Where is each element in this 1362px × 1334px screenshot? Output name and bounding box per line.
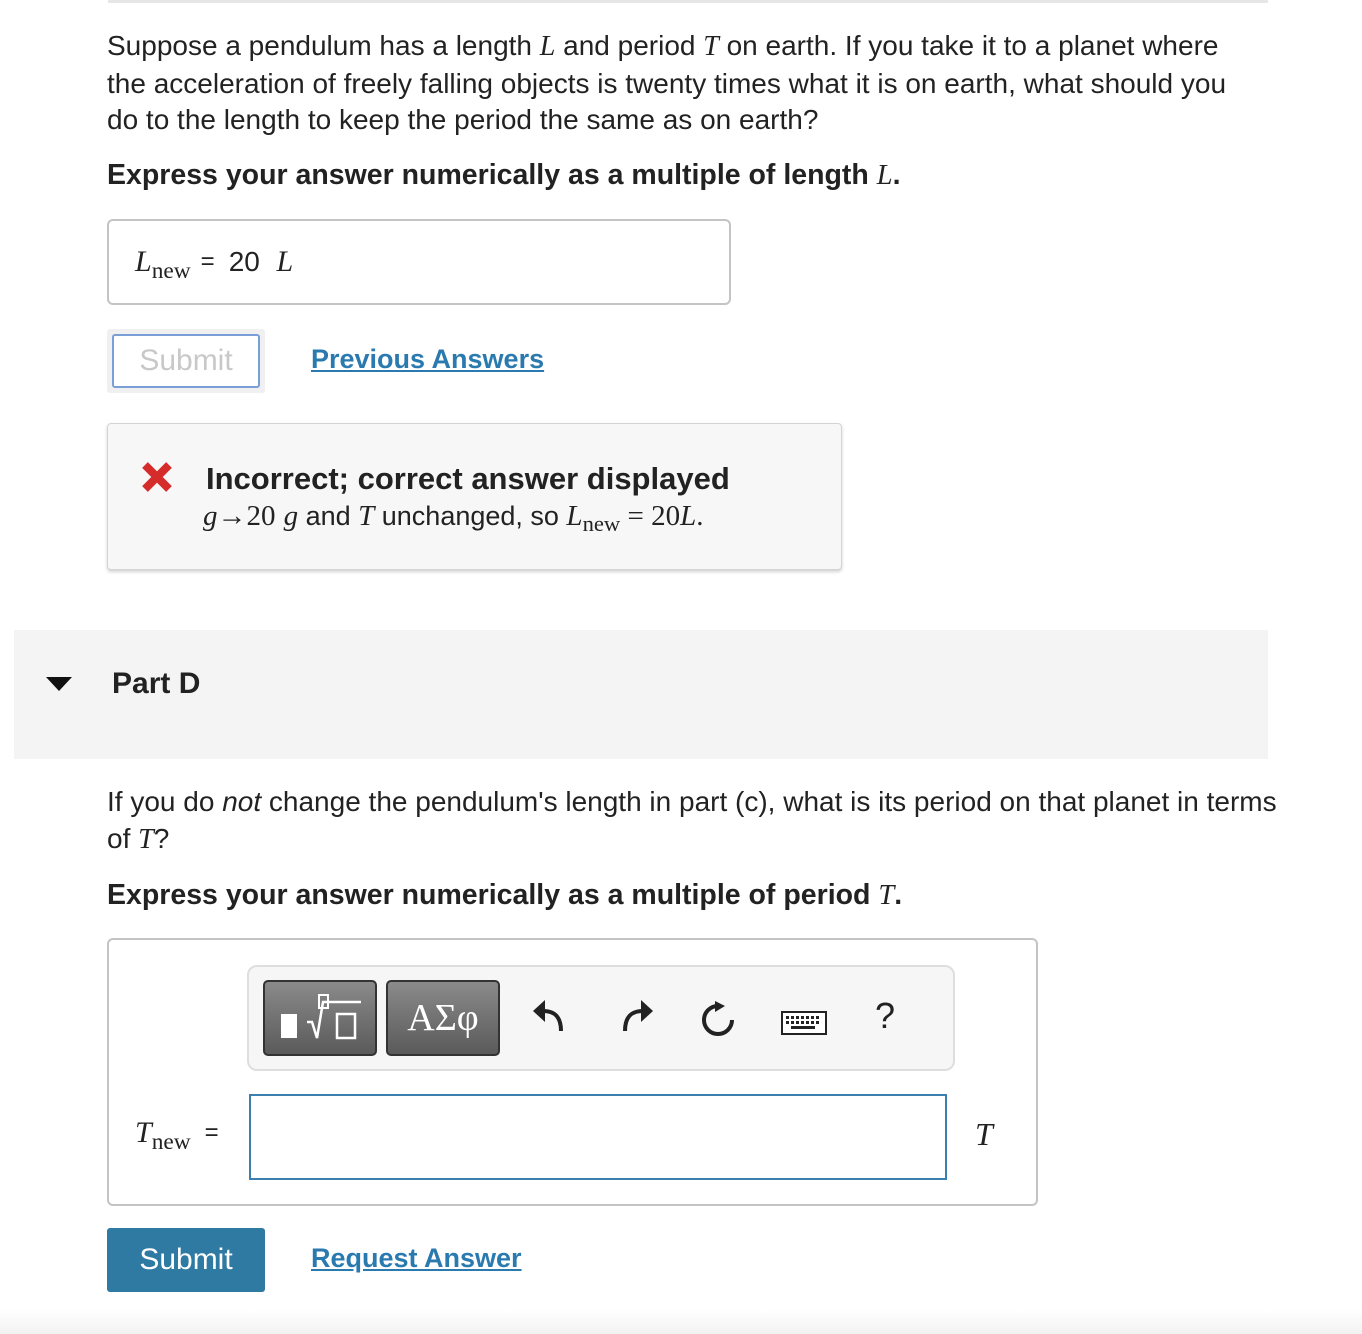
part-d-answer-box — [107, 938, 1038, 1206]
question-text: Suppose a pendulum has a length — [107, 30, 540, 61]
subscript: new — [582, 511, 621, 537]
equals-sign: = — [200, 248, 215, 275]
var-g: g — [283, 500, 299, 532]
part-c-instruction — [107, 159, 901, 192]
instruction-end: . — [892, 159, 901, 191]
undo-icon[interactable] — [531, 997, 565, 1033]
part-d-answer-input[interactable] — [249, 1094, 947, 1180]
part-d-submit-button[interactable]: Submit — [107, 1228, 265, 1292]
answer-var: T — [135, 1116, 152, 1149]
part-c-submit-wrap — [107, 329, 265, 393]
question-emphasis: not — [222, 786, 262, 817]
incorrect-x-icon — [140, 460, 174, 494]
part-c-answer-box — [107, 219, 731, 305]
part-c-question — [107, 28, 1247, 139]
reset-icon[interactable] — [699, 1001, 737, 1039]
instruction-text: Express your answer numerically as a multiple of period — [107, 879, 879, 911]
feedback-explanation — [203, 500, 704, 537]
answer-value: 20 — [228, 246, 260, 277]
answer-subscript: new — [151, 257, 191, 284]
period: . — [696, 500, 704, 532]
answer-var: L — [135, 245, 152, 278]
var-T: T — [358, 500, 375, 532]
var-L: L — [566, 500, 583, 532]
var-T: T — [703, 31, 719, 62]
coefficient: 20 — [246, 500, 276, 532]
part-d-answer-label — [135, 1116, 233, 1155]
var-L: L — [539, 31, 556, 62]
symbols-button[interactable]: ΑΣφ — [386, 980, 500, 1056]
templates-icon — [279, 992, 363, 1044]
redo-icon[interactable] — [621, 997, 655, 1033]
part-d-title: Part D — [112, 667, 201, 700]
instruction-end: . — [894, 879, 903, 911]
equals-sign: = — [204, 1119, 219, 1146]
result-var: L — [680, 500, 697, 532]
explain-text: unchanged, so — [374, 501, 567, 531]
collapse-caret-icon[interactable] — [46, 677, 72, 691]
question-end: ? — [153, 822, 170, 854]
var-L: L — [876, 160, 893, 191]
feedback-panel — [107, 423, 842, 570]
keyboard-icon[interactable] — [781, 1011, 827, 1035]
answer-unit: L — [276, 245, 294, 278]
instruction-text: Express your answer numerically as a multiple of length — [107, 159, 877, 191]
request-answer-link[interactable]: Request Answer — [311, 1243, 522, 1273]
arrow: → — [217, 500, 247, 532]
feedback-title: Incorrect; correct answer displayed — [206, 461, 730, 496]
math-toolbar — [247, 965, 955, 1071]
templates-button[interactable] — [263, 980, 377, 1056]
question-text: on earth. If you take it to a planet where the acceleration of freely falling objects is twenty times what it is on earth, what should you do to the length to keep the period the same as on earth? — [107, 30, 1227, 135]
var-T: T — [878, 880, 895, 911]
bottom-fade — [0, 1310, 1362, 1334]
part-d-header[interactable] — [14, 630, 1268, 759]
part-d-instruction — [107, 879, 902, 912]
explain-text: and — [298, 501, 359, 531]
previous-answers-link[interactable]: Previous Answers — [311, 344, 545, 374]
answer-subscript: new — [151, 1128, 191, 1155]
part-c-submit-button[interactable]: Submit — [112, 334, 260, 388]
top-divider — [108, 0, 1268, 3]
part-d-question — [107, 784, 1287, 858]
part-c-answer-expression — [135, 245, 294, 284]
question-text: and period — [555, 30, 704, 61]
equals-sign: = — [620, 500, 652, 532]
question-text: If you do — [107, 786, 223, 817]
result-coefficient: 20 — [651, 500, 681, 532]
help-button[interactable]: ? — [875, 995, 896, 1036]
var-g: g — [203, 500, 218, 532]
question-text: change the pendulum's length in part (c), what is its period on that planet in terms of — [107, 786, 1277, 854]
var-T: T — [138, 823, 154, 855]
part-d-unit: T — [975, 1116, 993, 1152]
